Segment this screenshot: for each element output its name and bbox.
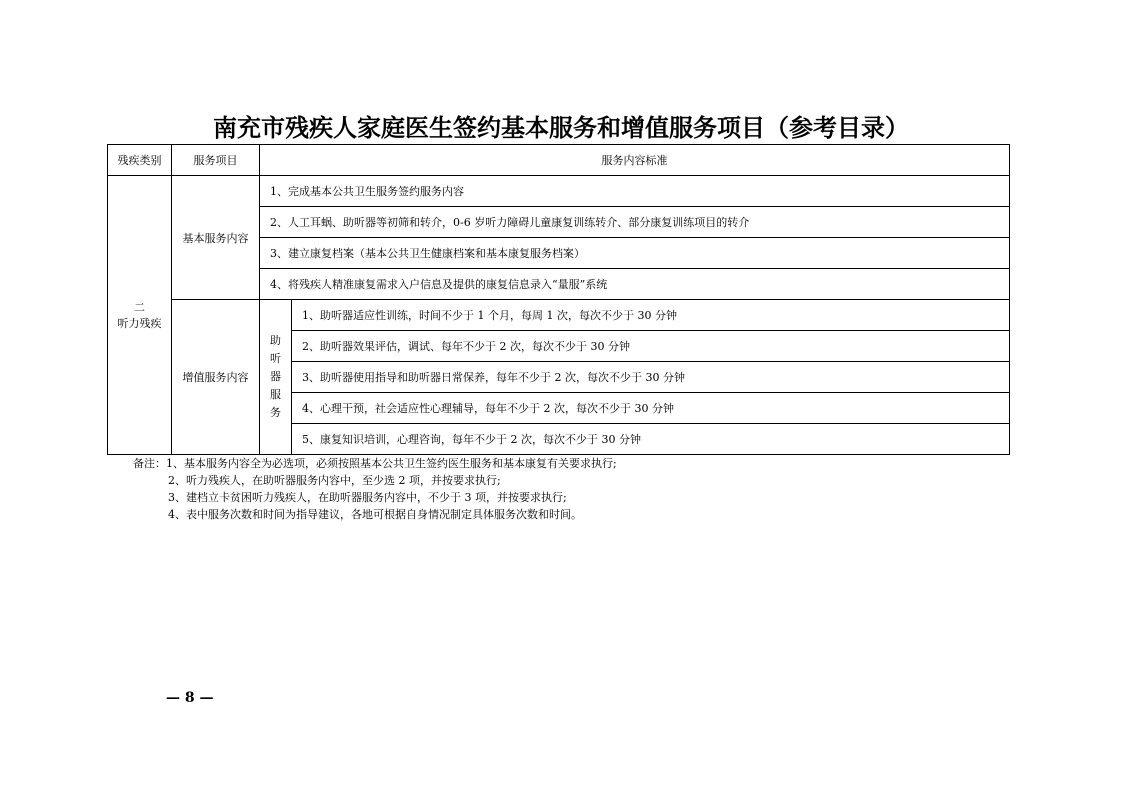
value-added-row-3: 3、助听器使用指导和助听器日常保养，每年不少于 2 次，每次不少于 30 分钟: [292, 362, 1010, 393]
notes-section: [133, 455, 617, 523]
category-number: 二: [134, 301, 145, 314]
value-added-row-1: 1、助听器适应性训练，时间不少于 1 个月，每周 1 次，每次不少于 30 分钟: [292, 300, 1010, 331]
hearing-aid-char: 务: [270, 406, 281, 419]
table-row: [108, 300, 1010, 331]
header-category: 残疾类别: [108, 145, 172, 176]
value-added-row-5: 5、康复知识培训，心理咨询，每年不少于 2 次，每次不少于 30 分钟: [292, 424, 1010, 455]
hearing-aid-char: 服: [270, 388, 281, 401]
note-item: 3、建档立卡贫困听力残疾人，在助听器服务内容中，不少于 3 项，并按要求执行;: [168, 491, 567, 504]
note-item: 2、听力残疾人，在助听器服务内容中，至少选 2 项，并按要求执行;: [168, 474, 501, 487]
hearing-aid-char: 助: [270, 334, 281, 347]
table-header-row: [108, 145, 1010, 176]
category-name: 听力残疾: [117, 317, 162, 330]
table-row: [108, 176, 1010, 207]
page-number: — 8 —: [166, 690, 214, 706]
category-cell: [108, 176, 172, 455]
basic-row-4: 4、将残疾人精准康复需求入户信息及提供的康复信息录入“量服”系统: [260, 269, 1010, 300]
note-item: 4、表中服务次数和时间为指导建议，各地可根据自身情况制定具体服务次数和时间。: [168, 508, 582, 521]
notes-prefix: 备注：: [133, 457, 166, 470]
value-added-row-4: 4、心理干预，社会适应性心理辅导，每年不少于 2 次，每次不少于 30 分钟: [292, 393, 1010, 424]
value-added-service-label: 增值服务内容: [172, 300, 260, 455]
header-item: 服务项目: [172, 145, 260, 176]
page-title: 南充市残疾人家庭医生签约基本服务和增值服务项目（参考目录）: [213, 113, 909, 142]
note-line: [133, 455, 617, 472]
basic-row-1: 1、完成基本公共卫生服务签约服务内容: [260, 176, 1010, 207]
value-added-row-2: 2、助听器效果评估，调试、每年不少于 2 次，每次不少于 30 分钟: [292, 331, 1010, 362]
basic-service-label: 基本服务内容: [172, 176, 260, 300]
service-table: [107, 144, 1010, 455]
note-item: 1、基本服务内容全为必选项，必须按照基本公共卫生签约医生服务和基本康复有关要求执行;: [166, 457, 617, 470]
basic-row-2: 2、人工耳蜗、助听器等初筛和转介，0-6 岁听力障碍儿童康复训练转介、部分康复训练项目的转介: [260, 207, 1010, 238]
basic-row-3: 3、建立康复档案（基本公共卫生健康档案和基本康复服务档案）: [260, 238, 1010, 269]
header-standard: 服务内容标准: [260, 145, 1010, 176]
hearing-aid-char: 听: [270, 352, 281, 365]
hearing-aid-service-label: [260, 300, 292, 455]
hearing-aid-char: 器: [270, 370, 281, 383]
